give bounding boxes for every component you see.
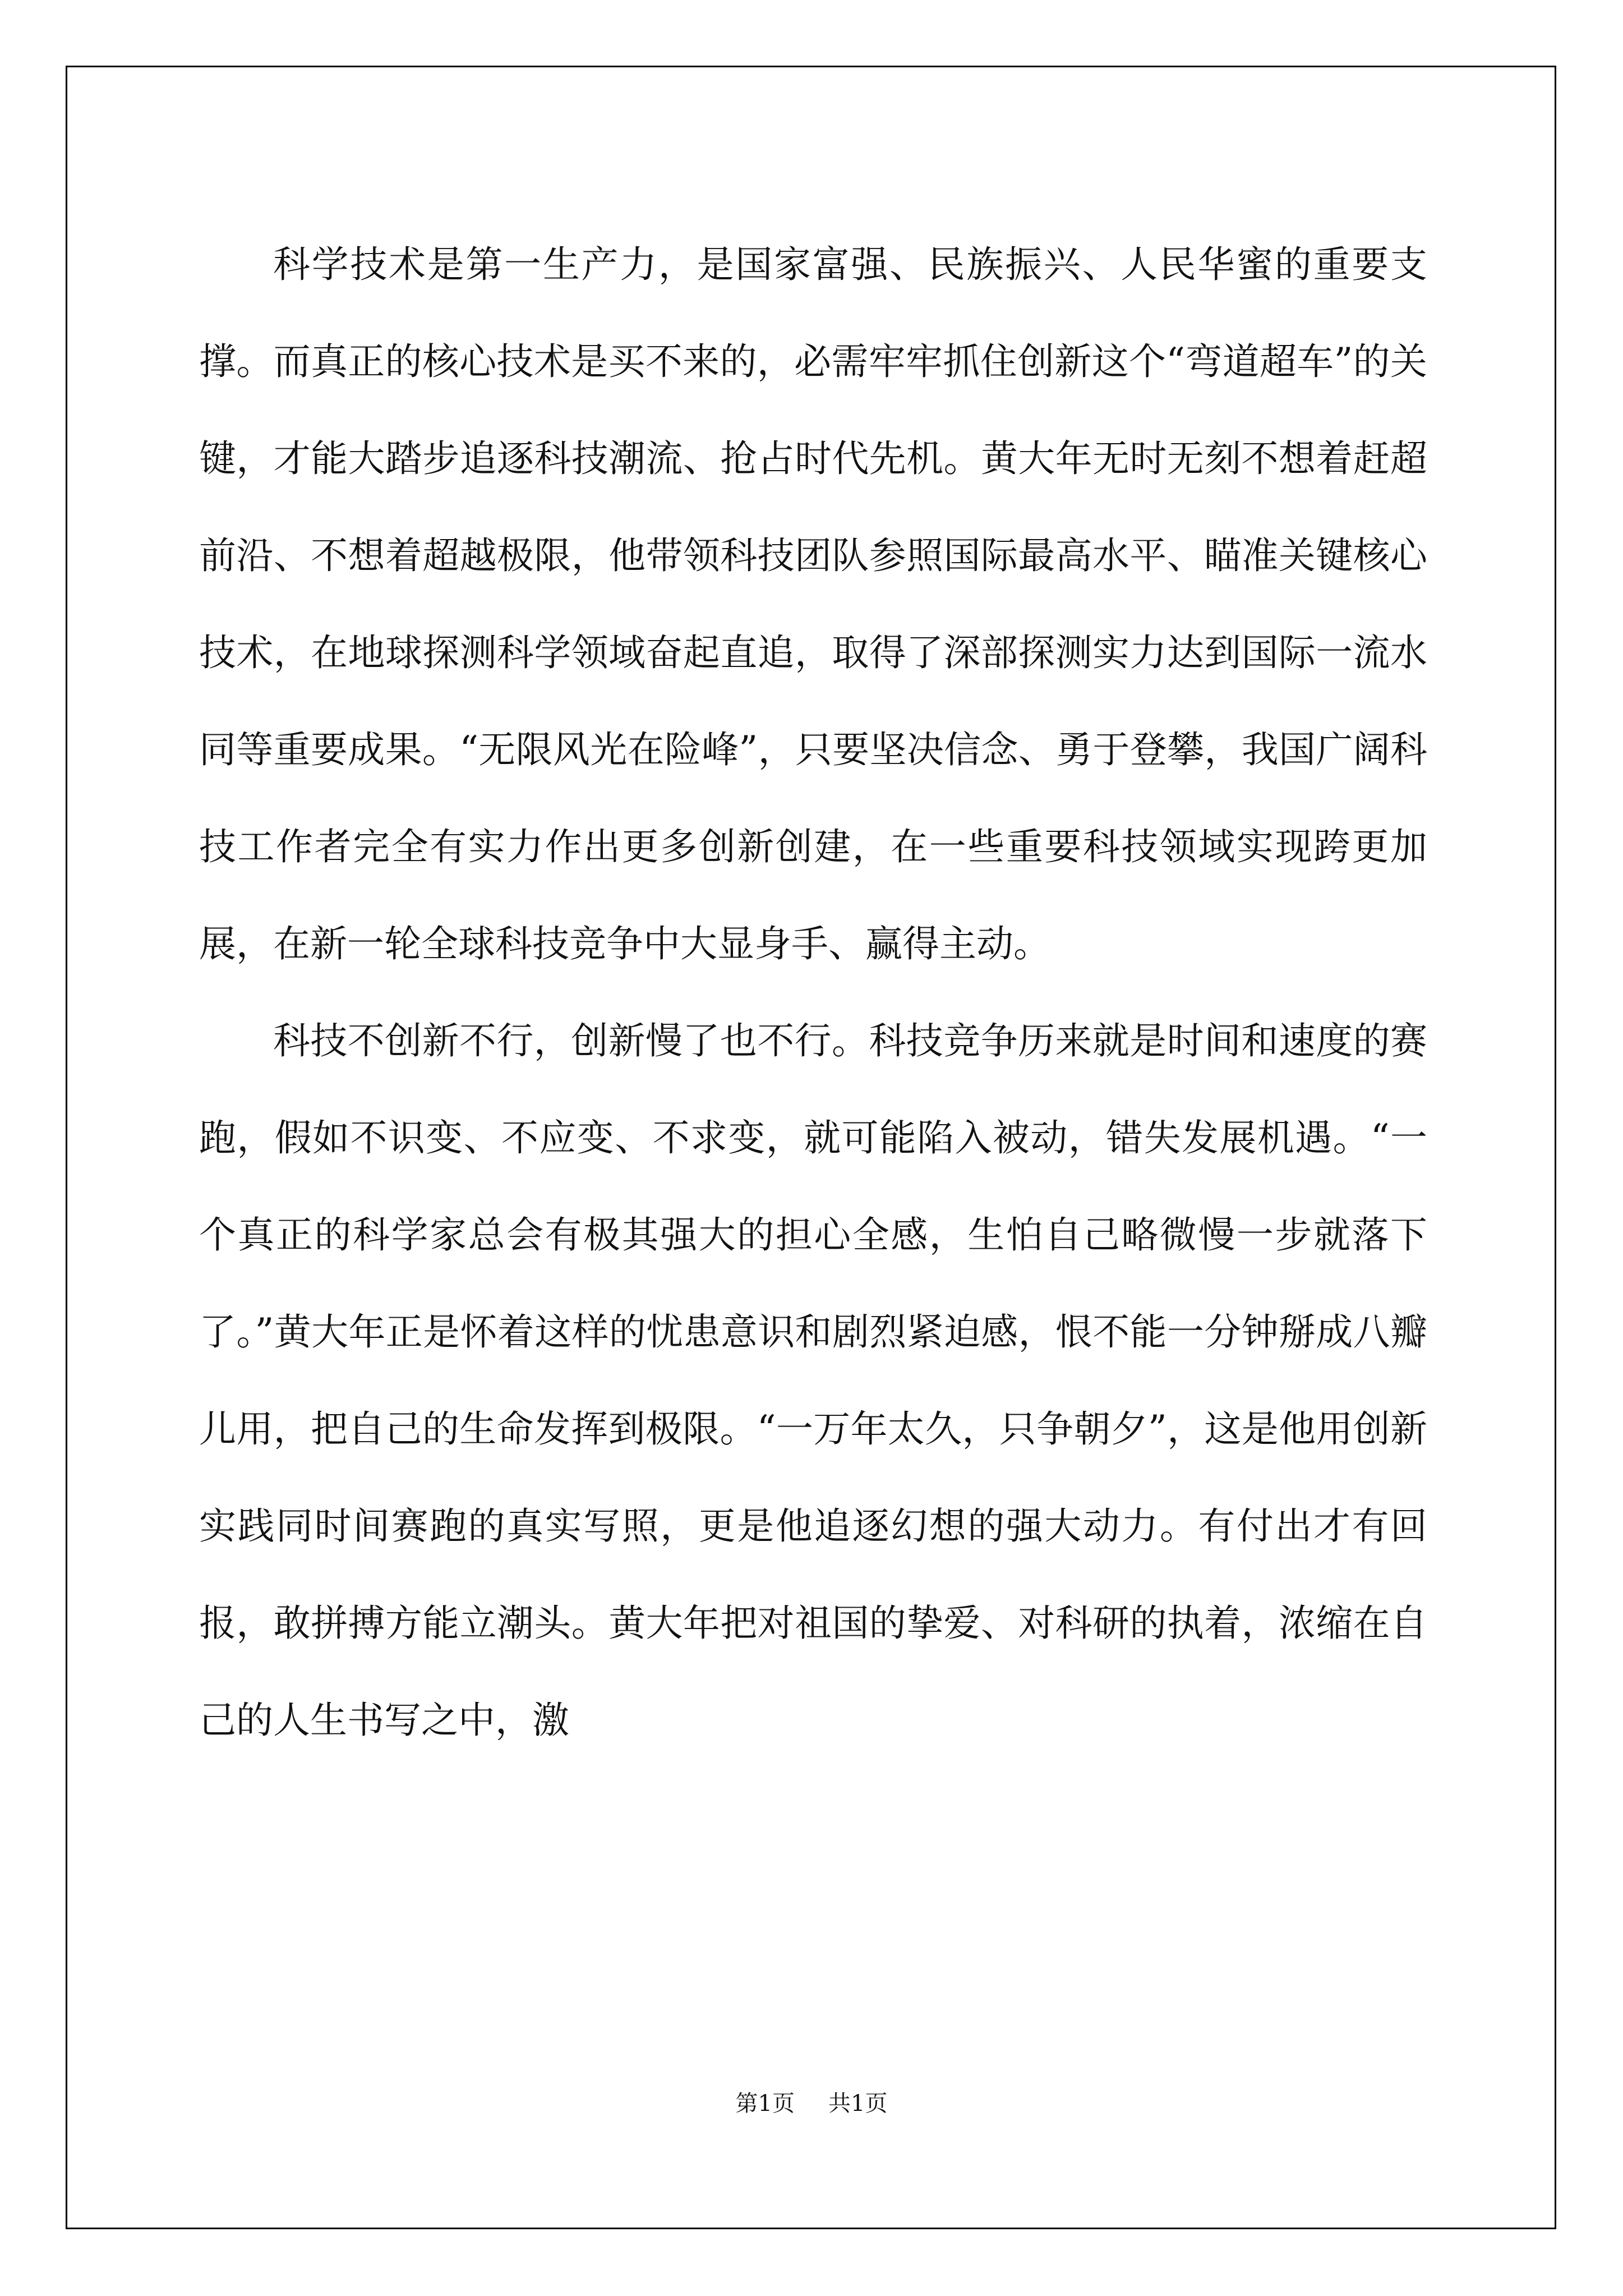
paragraph-1: 科学技术是第一生产力，是国家富强、民族振兴、人民华蜜的重要支撑。而真正的核心技术是买不来的，必需牢牢抓住创新这个“弯道超车”的关键，才能大踏步追逐科技潮流、抢占时代先机。黄大年无时无刻不想着赶超前沿、不想着超越极限，他带领科技团队参照国际最高水平、瞄准关键核心技术，在地球探测科学领域奋起直追，取得了深部探测实力达到国际一流水同等重要成果。“无限风光在险峰”，只要坚决信念、勇于登攀，我国广阔科技工作者完全有实力作出更多创新创建，在一些重要科技领域实现跨更加展，在新一轮全球科技竞争中大显身手、赢得主动。 bbox=[199, 243, 1427, 965]
page-footer bbox=[0, 2090, 1623, 2118]
paragraph-2: 科技不创新不行，创新慢了也不行。科技竞争历来就是时间和速度的赛跑，假如不识变、不应变、不求变，就可能陷入被动，错失发展机遇。“一个真正的科学家总会有极其强大的担心全感，生怕自己略微慢一步就落下了。”黄大年正是怀着这样的忧患意识和剧烈紧迫感，恨不能一分钟掰成八瓣儿用，把自己的生命发挥到极限。“一万年太久，只争朝夕”，这是他用创新实践同时间赛跑的真实写照，更是他追逐幻想的强大动力。有付出才有回报，敢拼搏方能立潮头。黄大年把对祖国的挚爱、对科研的执着，浓缩在自己的人生书写之中，激 bbox=[199, 1019, 1427, 1742]
page-number-total: 共1页 bbox=[828, 2091, 888, 2116]
document-body bbox=[199, 216, 1427, 1769]
page-number-current: 第1页 bbox=[735, 2091, 795, 2116]
